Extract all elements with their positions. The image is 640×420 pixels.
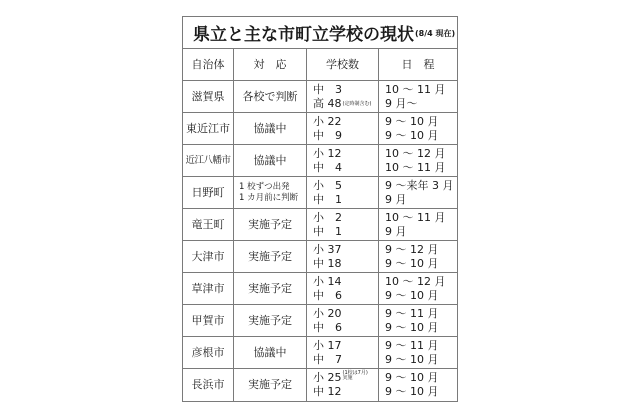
table-row [183, 337, 457, 369]
school-line [313, 97, 371, 111]
school-count-cell [307, 113, 379, 144]
school-status-table [182, 16, 458, 402]
response-cell: 実施予定 [234, 209, 307, 240]
table-title [183, 17, 457, 49]
schedule-line: 9 ～ 10 月 [385, 352, 439, 366]
table-row [183, 209, 457, 241]
response-cell: 協議中 [234, 113, 307, 144]
school-line: 小 17 [313, 338, 342, 352]
response-cell: 各校で判断 [234, 81, 307, 112]
schedule-line: 9 ～ 10 月 [385, 128, 439, 142]
municipality-cell: 近江八幡市 [183, 145, 234, 176]
table-row [183, 145, 457, 177]
table-row [183, 81, 457, 113]
schedule-line: 9 ～来年 3 月 [385, 178, 454, 192]
schedule-line: 10 ～ 12 月 [385, 274, 446, 288]
school-line: 中 3 [313, 82, 342, 96]
title-date: (8/4 現在) [415, 29, 456, 38]
school-line: 小 12 [313, 146, 342, 160]
school-line: 中 4 [313, 160, 342, 174]
municipality-cell: 竜王町 [183, 209, 234, 240]
school-line: 小 22 [313, 114, 342, 128]
schedule-cell [379, 113, 457, 144]
response-cell: 実施予定 [234, 273, 307, 304]
header-schedule: 日 程 [401, 57, 435, 71]
municipality-cell: 甲賀市 [183, 305, 234, 336]
schedule-cell [379, 273, 457, 304]
table-row [183, 305, 457, 337]
schedule-cell [379, 209, 457, 240]
schedule-line: 9 ～ 11 月 [385, 338, 439, 352]
header-response: 対 応 [234, 49, 307, 80]
school-line: 中 6 [313, 320, 342, 334]
school-line-text: 高 48 [313, 96, 342, 110]
schedule-line: 9 ～ 11 月 [385, 306, 439, 320]
municipality-cell: 日野町 [183, 177, 234, 208]
response-cell: 実施予定 [234, 305, 307, 336]
schedule-line: 10 ～ 11 月 [385, 82, 446, 96]
schedule-line: 10 ～ 11 月 [385, 210, 446, 224]
school-note [343, 371, 368, 381]
school-count-cell [307, 273, 379, 304]
municipality-cell: 大津市 [183, 241, 234, 272]
school-count-cell [307, 209, 379, 240]
response-cell: 実施予定 [234, 369, 307, 401]
school-count-cell [307, 305, 379, 336]
municipality-cell: 長浜市 [183, 369, 234, 401]
school-line: 中 6 [313, 288, 342, 302]
municipality-cell: 東近江市 [183, 113, 234, 144]
schedule-cell [379, 369, 457, 401]
table-row [183, 113, 457, 145]
school-note: (定時制含む) [342, 100, 372, 107]
school-count-cell [307, 337, 379, 368]
schedule-line: 9 月 [385, 224, 407, 238]
response-cell: 実施予定 [234, 241, 307, 272]
response-line: 1 校ずつ出発 [239, 181, 290, 192]
schedule-cell [379, 305, 457, 336]
response-cell: 協議中 [234, 337, 307, 368]
schedule-line: 9 ～ 10 月 [385, 256, 439, 270]
table-row [183, 369, 457, 401]
school-count-cell [307, 241, 379, 272]
response-line: 1 カ月前に判断 [239, 192, 299, 203]
table-row [183, 273, 457, 305]
municipality-cell: 草津市 [183, 273, 234, 304]
school-line: 小 14 [313, 274, 342, 288]
schedule-line: 9 ～ 10 月 [385, 320, 439, 334]
school-line: 小 2 [313, 210, 342, 224]
school-line [313, 371, 368, 385]
school-count-cell [307, 369, 379, 401]
school-count-cell [307, 81, 379, 112]
school-line: 小 37 [313, 242, 342, 256]
response-cell [234, 177, 307, 208]
school-line: 中 7 [313, 352, 342, 366]
school-count-cell [307, 145, 379, 176]
school-count-cell [307, 177, 379, 208]
schedule-cell [379, 337, 457, 368]
schedule-cell [379, 81, 457, 112]
schedule-line: 9 ～ 10 月 [385, 288, 439, 302]
school-line: 中 18 [313, 256, 342, 270]
schedule-line: 9 ～ 12 月 [385, 242, 439, 256]
schedule-line: 9 月～ [385, 96, 418, 110]
school-note-line: (1校は7月) [342, 370, 368, 376]
schedule-line: 9 月 [385, 192, 407, 206]
schedule-line: 9 ～ 10 月 [385, 371, 439, 384]
school-line: 中 12 [313, 385, 342, 398]
title-main: 県立と主な市町立学校の現状 [193, 25, 414, 45]
school-line-text: 小 25 [313, 371, 342, 384]
header-municipality: 自治体 [183, 49, 234, 80]
municipality-cell: 滋賀県 [183, 81, 234, 112]
schedule-line: 10 ～ 12 月 [385, 146, 446, 160]
response-cell: 協議中 [234, 145, 307, 176]
header-school-count: 学校数 [307, 49, 379, 80]
schedule-cell [379, 145, 457, 176]
schedule-cell [379, 241, 457, 272]
school-note-line: 実施 [342, 375, 353, 381]
table-row [183, 241, 457, 273]
schedule-line: 9 ～ 10 月 [385, 385, 439, 398]
school-line: 小 20 [313, 306, 342, 320]
school-line: 中 1 [313, 224, 342, 238]
school-line: 中 1 [313, 192, 342, 206]
municipality-cell: 彦根市 [183, 337, 234, 368]
schedule-line: 9 ～ 10 月 [385, 114, 439, 128]
schedule-line: 10 ～ 11 月 [385, 160, 446, 174]
header-row [183, 49, 457, 81]
school-line: 小 5 [313, 178, 342, 192]
school-line: 中 9 [313, 128, 342, 142]
table-row [183, 177, 457, 209]
schedule-cell [379, 177, 457, 208]
